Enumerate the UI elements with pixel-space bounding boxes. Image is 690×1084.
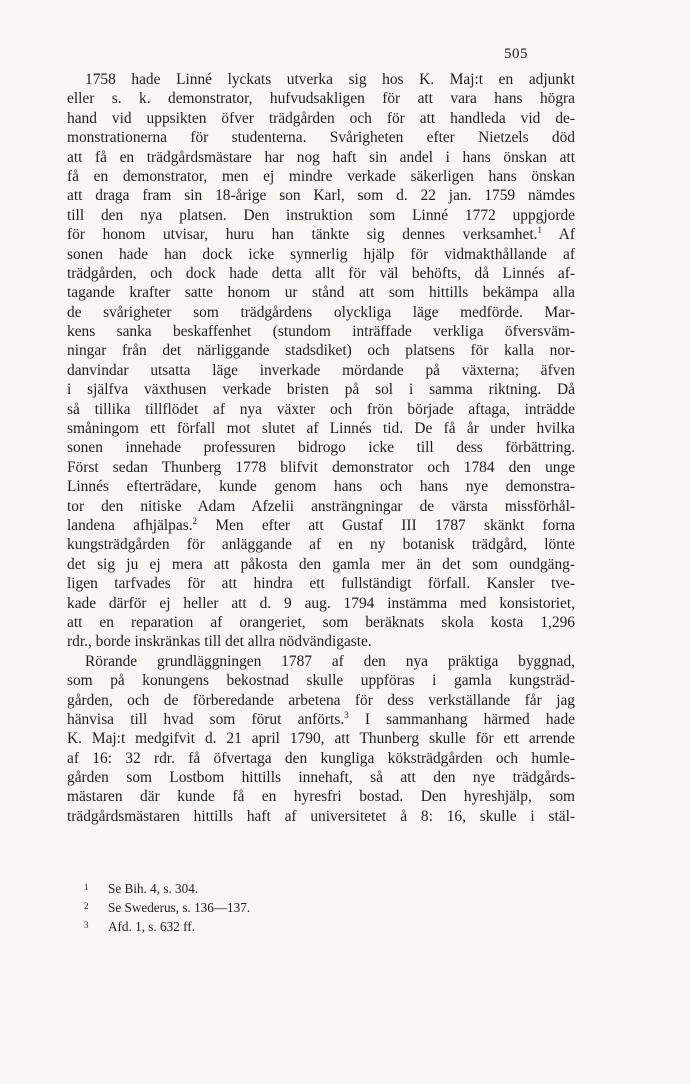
text-line-content: tagande krafter satte honom ur stånd att som hittills bekämpa alla bbox=[67, 284, 575, 302]
text-line bbox=[67, 710, 575, 729]
text-line-content: hand vid uppsikten öfver trädgården och för att handleda vid de- bbox=[67, 109, 575, 127]
text-line-content: att draga fram sin 18-årige son Karl, som d. 22 jan. 1759 nämdes bbox=[67, 187, 575, 205]
text-line-content: Rörande grundläggningen 1787 af den nya präktiga byggnad, bbox=[85, 652, 575, 670]
text-line-content: de svårigheter som trädgårdens olyckliga läge medförde. Mar- bbox=[67, 303, 575, 321]
text-line-content: att en reparation af orangeriet, som beräknats skola kosta 1,296 bbox=[67, 613, 575, 631]
footnote-mark: 3 bbox=[84, 920, 89, 930]
text-line-content: monstrationerna för studenterna. Svårigheten efter Nietzels död bbox=[67, 129, 575, 147]
text-line bbox=[67, 768, 575, 787]
text-line-content: danvindar utsatta läge inverkade mördande på växterna; äfven bbox=[67, 361, 575, 379]
text-line bbox=[67, 245, 575, 264]
text-line bbox=[67, 303, 575, 322]
text-line-content: Linnés efterträdare, kunde genom hans och hans nye demonstra- bbox=[67, 478, 575, 496]
text-line-continuation: Men efter att Gustaf III 1787 skänkt forna bbox=[197, 516, 575, 534]
text-line bbox=[67, 206, 575, 225]
text-line bbox=[67, 652, 575, 671]
text-line bbox=[67, 787, 575, 806]
text-line-content: ningar från det närliggande stadsdiket) och platsens för kalla nor- bbox=[67, 342, 575, 360]
text-line-content: ligen tarfvades för att hindra ett fullständigt förfall. Kansler tve- bbox=[67, 575, 575, 593]
text-line bbox=[67, 749, 575, 768]
text-line bbox=[67, 322, 575, 341]
footnote bbox=[84, 878, 484, 897]
footnote-text: Se Swederus, s. 136—137. bbox=[108, 900, 251, 915]
text-line-content: eller s. k. demonstrator, hufvudsakligen för att vara hans högra bbox=[67, 90, 575, 108]
footnote-mark: 2 bbox=[84, 901, 89, 911]
body-text bbox=[67, 70, 575, 826]
footnote-reference: 3 bbox=[344, 709, 349, 720]
text-line bbox=[67, 691, 575, 710]
text-line-content: af 16: 32 rdr. få öfvertaga den kungliga köksträdgården och humle- bbox=[67, 749, 575, 767]
text-line-content: gården som Lostbom hittills innehaft, så att den nye trädgårds- bbox=[67, 769, 575, 787]
text-line bbox=[67, 167, 575, 186]
text-line bbox=[67, 574, 575, 593]
footnote-reference: 1 bbox=[537, 225, 542, 236]
text-line-content: mästaren där kunde få en hyresfri bostad. Den hyreshjälp, som bbox=[67, 788, 575, 806]
footnote-reference: 2 bbox=[192, 515, 198, 526]
text-line bbox=[67, 128, 575, 147]
text-line bbox=[67, 400, 575, 419]
text-line-content: kungsträdgården för anläggande af en ny botanisk trädgård, lönte bbox=[67, 536, 575, 554]
text-line bbox=[67, 594, 575, 613]
text-line bbox=[67, 109, 575, 128]
footnote-text: Afd. 1, s. 632 ff. bbox=[108, 919, 195, 934]
footnote-text: Se Bih. 4, s. 304. bbox=[108, 881, 199, 896]
text-line bbox=[67, 497, 575, 516]
text-line-content: kade därför ej heller att d. 9 aug. 1794 instämma med konsistoriet, bbox=[67, 594, 575, 612]
text-line bbox=[67, 438, 575, 457]
text-line bbox=[67, 535, 575, 554]
text-line bbox=[67, 186, 575, 205]
text-line-content: kens sanka beskaffenhet (stundom inträffade verkliga öfversväm- bbox=[67, 323, 575, 341]
text-line bbox=[67, 516, 575, 535]
text-line-content: gården, och de förberedande arbetena för dess verkställande får jag bbox=[67, 691, 575, 709]
text-line-content: landena afhjälpas. bbox=[67, 516, 193, 534]
text-line-content: som på konungens bekostnad skulle uppföras i gamla kungsträd- bbox=[67, 672, 575, 690]
text-line-content: sonen hade han dock icke synnerlig hjälp för vidmakthållande af bbox=[67, 245, 575, 263]
text-line bbox=[67, 341, 575, 360]
text-line-content: trädgårdsmästaren hittills haft af universitetet å 8: 16, skulle i stäl- bbox=[67, 807, 575, 825]
text-line bbox=[67, 89, 575, 108]
text-line-content: småningom ett förfall mot slutet af Linnés tid. De få år under hvilka bbox=[67, 420, 575, 438]
text-line-content: få en demonstrator, men ej mindre verkade säkerligen hans önskan bbox=[67, 167, 575, 185]
text-line bbox=[67, 807, 575, 826]
footnote bbox=[84, 897, 484, 916]
text-line bbox=[67, 419, 575, 438]
text-line bbox=[67, 225, 575, 244]
text-line-content: K. Maj:t medgifvit d. 21 april 1790, att Thunberg skulle för ett arrende bbox=[67, 730, 575, 748]
text-line bbox=[67, 632, 575, 651]
page-number: 505 bbox=[504, 46, 528, 62]
text-line bbox=[67, 671, 575, 690]
footnote-mark: 1 bbox=[84, 882, 89, 892]
text-line bbox=[67, 729, 575, 748]
text-line bbox=[67, 283, 575, 302]
text-line-content: så tillika tillflödet af nya växter och frön började aftaga, inträdde bbox=[67, 400, 575, 418]
footnote bbox=[84, 916, 484, 935]
text-line bbox=[67, 361, 575, 380]
text-line-content: för honom utvisar, huru han tänkte sig dennes verksamhet. bbox=[67, 226, 538, 244]
text-line bbox=[67, 477, 575, 496]
text-line-content: i själfva växthusen verkade bristen på sol i samma riktning. Då bbox=[67, 381, 575, 399]
text-line bbox=[67, 555, 575, 574]
text-line-content: det sig ju ej mera att påkosta den gamla mer än det som oundgäng- bbox=[67, 555, 575, 573]
text-line bbox=[67, 613, 575, 632]
text-line-content: sonen innehade professuren bidrogo icke till dess förbättring. bbox=[67, 439, 575, 457]
text-line-content: 1758 hade Linné lyckats utverka sig hos K. Maj:t en adjunkt bbox=[85, 71, 575, 88]
text-line bbox=[67, 458, 575, 477]
text-line bbox=[67, 70, 575, 89]
text-line-content: Först sedan Thunberg 1778 blifvit demonstrator och 1784 den unge bbox=[67, 458, 575, 476]
text-line-content: hänvisa till hvad som förut anförts. bbox=[67, 710, 345, 728]
text-line-content: trädgården, och dock hade detta allt för väl behöfts, då Linnés af- bbox=[67, 264, 575, 282]
text-line-content: till den nya platsen. Den instruktion som Linné 1772 uppgjorde bbox=[67, 206, 575, 224]
text-line-content: att få en trädgårdsmästare har nog haft sin andel i hans önskan att bbox=[67, 148, 575, 166]
text-line bbox=[67, 264, 575, 283]
text-line-continuation: Af bbox=[541, 226, 575, 244]
text-line-content: tor den nitiske Adam Afzelii ansträngningar de värsta missförhål- bbox=[67, 497, 575, 515]
footnotes bbox=[84, 878, 484, 935]
text-line-content: rdr., borde inskränkas till det allra nödvändigaste. bbox=[67, 633, 372, 651]
text-line bbox=[67, 148, 575, 167]
text-line-continuation: I sammanhang härmed hade bbox=[348, 710, 575, 728]
text-line bbox=[67, 380, 575, 399]
